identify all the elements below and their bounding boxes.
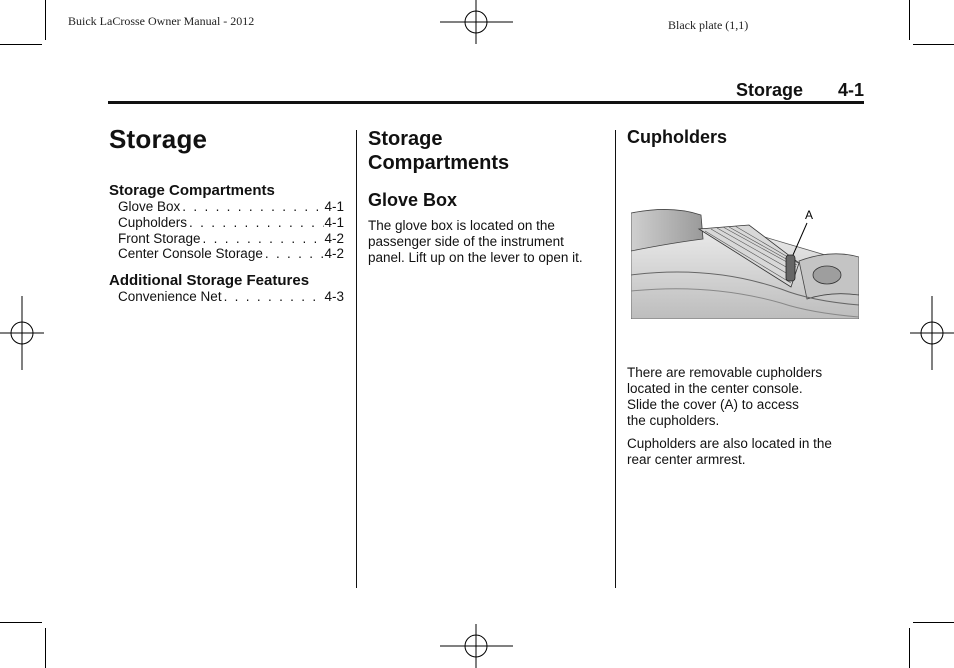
registration-mark-right-icon — [910, 296, 954, 370]
toc-group-title[interactable]: Additional Storage Features — [109, 272, 310, 289]
header-rule — [108, 101, 864, 104]
toc-entry-label: Cupholders — [118, 215, 188, 230]
toc-leader-dots — [180, 199, 324, 215]
glove-box-paragraph — [368, 218, 583, 266]
section-heading — [368, 127, 509, 175]
section-heading-line: Storage — [368, 128, 443, 150]
text-line: the cupholders. — [627, 413, 720, 428]
cupholders-paragraph-2 — [627, 436, 832, 468]
toc-entry-convenience-net[interactable] — [118, 289, 344, 305]
cupholders-paragraph-1 — [627, 365, 822, 429]
text-line: passenger side of the instrument — [368, 234, 564, 249]
toc-entry-front-storage[interactable] — [118, 231, 344, 247]
toc-leader-dots — [263, 246, 325, 262]
text-line: The glove box is located on the — [368, 218, 555, 233]
column-divider-1 — [356, 130, 357, 588]
toc-entry-label: Glove Box — [118, 199, 181, 214]
toc-group-title[interactable]: Storage Compartments — [109, 182, 275, 199]
plate-right-text: Black plate (1,1) — [668, 18, 749, 32]
toc-entry-label: Center Console Storage — [118, 246, 263, 261]
registration-mark-top-icon — [440, 0, 515, 45]
toc-entry-glove-box[interactable] — [118, 199, 344, 215]
text-line: There are removable cupholders — [627, 365, 823, 380]
toc-entry-center-console-storage[interactable] — [118, 246, 344, 262]
toc-entry-page: 4-2 — [324, 246, 344, 261]
text-line: located in the center console. — [627, 381, 803, 396]
toc-leader-dots — [187, 215, 324, 231]
figure-callout-label: A — [805, 208, 814, 222]
toc-leader-dots — [222, 289, 325, 305]
toc-entry-cupholders[interactable] — [118, 215, 344, 231]
running-header-page: 4-1 — [837, 80, 864, 100]
toc-entry-page: 4-1 — [324, 199, 344, 214]
running-header-section: Storage — [736, 80, 804, 100]
toc-entry-page: 4-2 — [324, 231, 344, 246]
toc-entry-page: 4-3 — [324, 289, 344, 304]
subsection-heading-cupholders: Cupholders — [627, 127, 728, 147]
subsection-heading-glove-box: Glove Box — [368, 190, 458, 210]
plate-left-text: Buick LaCrosse Owner Manual - 2012 — [68, 14, 255, 28]
toc-entry-label: Convenience Net — [118, 289, 222, 304]
text-line: rear center armrest. — [627, 452, 746, 467]
chapter-title: Storage — [109, 124, 208, 154]
toc-leader-dots — [201, 231, 325, 247]
center-console-illustration — [631, 205, 859, 319]
text-line: panel. Lift up on the lever to open it. — [368, 250, 583, 265]
toc-entry-page: 4-1 — [324, 215, 344, 230]
toc-entry-label: Front Storage — [118, 231, 201, 246]
column-divider-2 — [615, 130, 616, 588]
section-heading-line: Compartments — [368, 152, 510, 174]
text-line: Cupholders are also located in the — [627, 436, 832, 451]
registration-mark-left-icon — [0, 296, 44, 370]
text-line: Slide the cover (A) to access — [627, 397, 799, 412]
registration-mark-bottom-icon — [440, 624, 515, 668]
center-console-drawing-icon — [631, 205, 859, 319]
